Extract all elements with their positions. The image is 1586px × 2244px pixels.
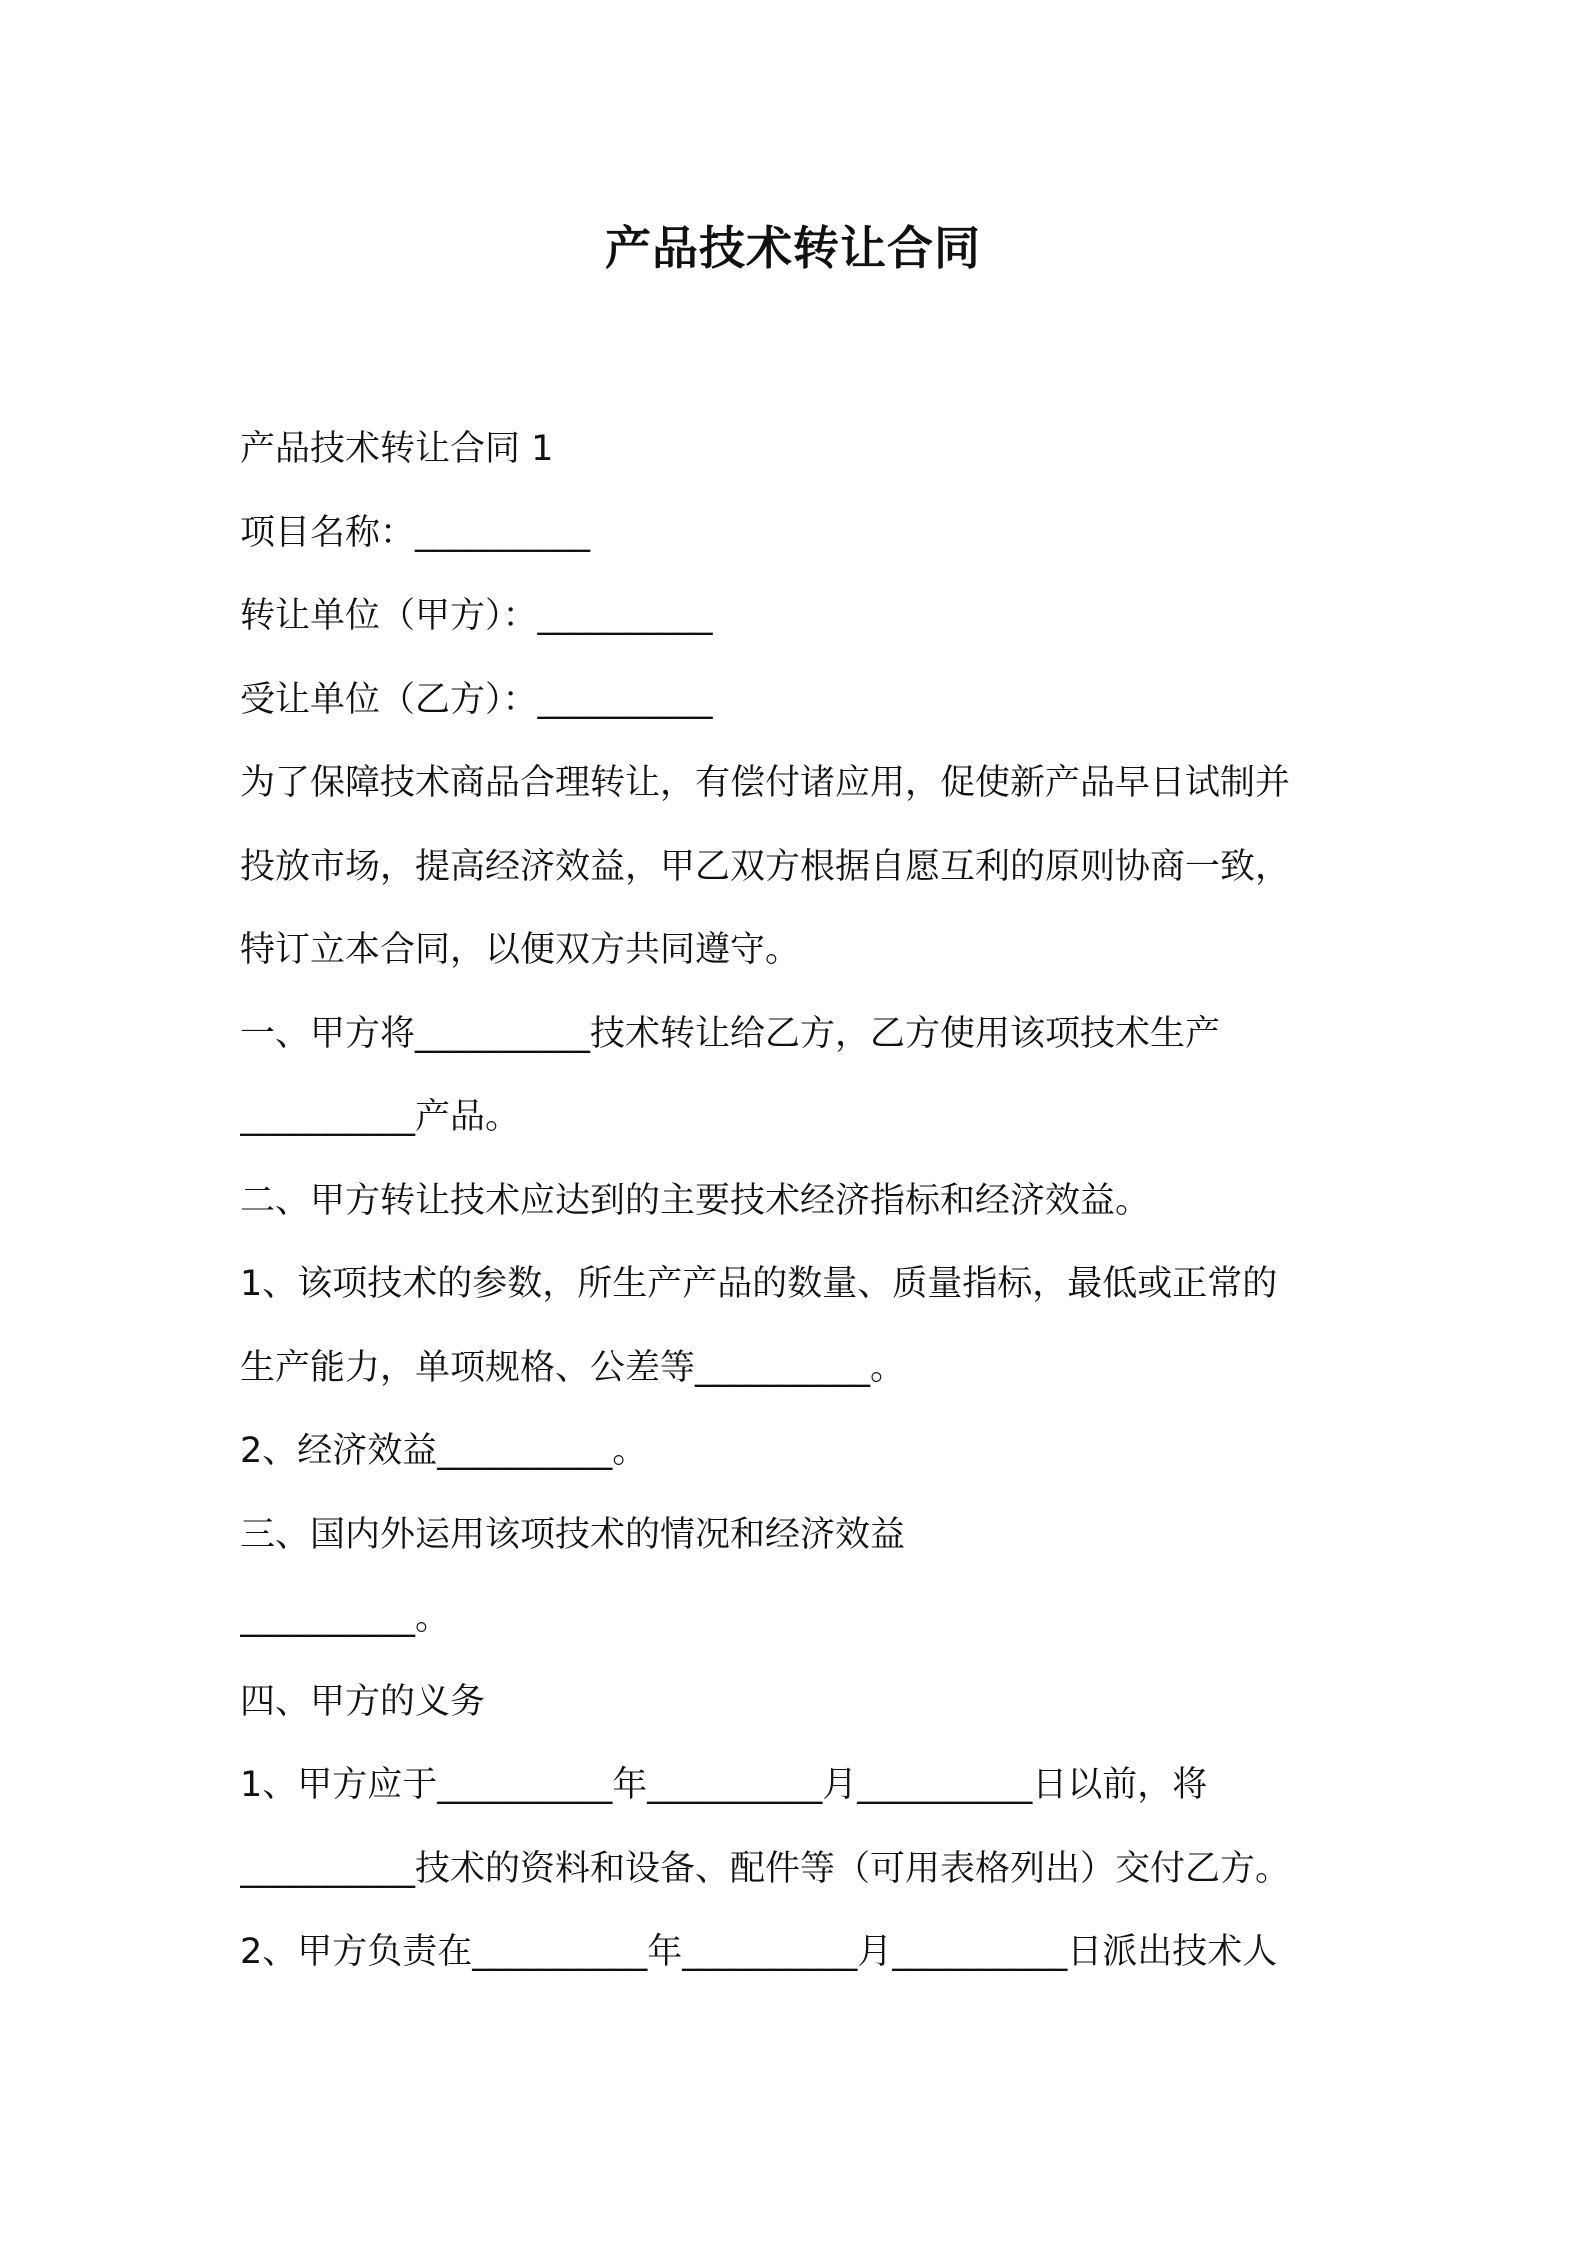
- transferee-field: 受让单位（乙方）：__________: [240, 679, 713, 720]
- clause-four-item-one-continued: __________技术的资料和设备、配件等（可用表格列出）交付乙方。: [240, 1848, 1291, 1889]
- clause-three-continued: __________。: [240, 1598, 451, 1638]
- document-body: [240, 408, 1360, 1995]
- preamble-line: 投放市场，提高经济效益，甲乙双方根据自愿互利的原则协商一致，: [240, 846, 1291, 887]
- document-title: 产品技术转让合同: [605, 221, 981, 275]
- preamble-line: 特订立本合同，以便双方共同遵守。: [240, 930, 801, 970]
- project-name-field: 项目名称：__________: [240, 512, 591, 553]
- clause-two-item-one-continued: 生产能力，单项规格、公差等__________。: [240, 1347, 906, 1388]
- clause-one-continued: __________产品。: [240, 1097, 521, 1137]
- clause-three: 三、国内外运用该项技术的情况和经济效益: [240, 1514, 906, 1555]
- clause-four-item-two: 2、甲方负责在__________年__________月__________日派出技术人: [240, 1932, 1278, 1972]
- clause-four: 四、甲方的义务: [240, 1681, 486, 1722]
- clause-two-item-two: 2、经济效益__________。: [240, 1431, 648, 1471]
- transferor-field: 转让单位（甲方）：__________: [240, 596, 713, 636]
- clause-one: 一、甲方将__________技术转让给乙方，乙方使用该项技术生产: [240, 1013, 1221, 1054]
- clause-four-item-one: 1、甲方应于__________年__________月__________日以前，将: [240, 1765, 1208, 1805]
- clause-two: 二、甲方转让技术应达到的主要技术经济指标和经济效益。: [240, 1180, 1151, 1221]
- clause-two-item-one: 1、该项技术的参数，所生产产品的数量、质量指标，最低或正常的: [240, 1264, 1278, 1304]
- preamble-line: 为了保障技术商品合理转让，有偿付诸应用，促使新产品早日试制并: [240, 763, 1291, 803]
- section-heading: 产品技术转让合同 1: [240, 429, 554, 469]
